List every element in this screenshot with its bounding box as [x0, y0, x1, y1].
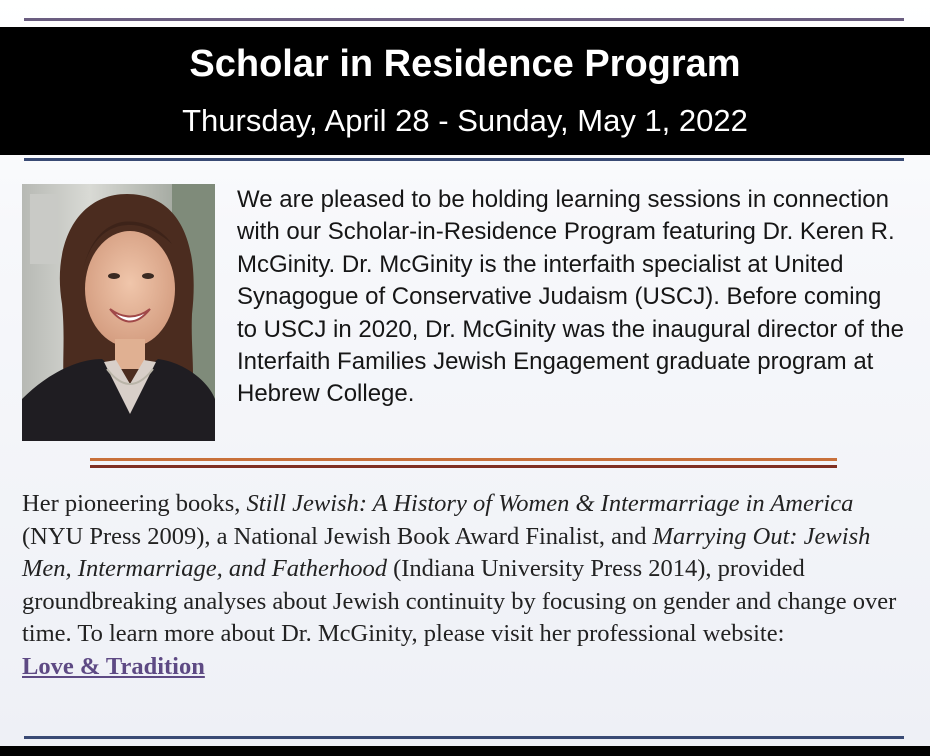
section-divider-bottom	[90, 465, 837, 468]
program-dates: Thursday, April 28 - Sunday, May 1, 2022	[182, 103, 748, 138]
top-divider	[24, 18, 904, 21]
footer-divider	[24, 736, 904, 739]
bio-text-2: (NYU Press 2009), a National Jewish Book Award Finalist, and	[22, 522, 653, 550]
section-divider-top	[90, 458, 837, 461]
bio-text-3: (Indiana University Press 2014), provided groundbreaking analyses about Jewish continuity by focusing on gender and change over time. To learn more about Dr. McGinity, please visit her professional website:	[22, 555, 897, 647]
scholar-portrait	[22, 184, 215, 441]
header-banner	[0, 27, 930, 155]
book-title-marrying-out: Marrying Out: Jewish Men, Intermarriage, and Fatherhood	[22, 522, 871, 582]
portrait-photo-icon	[22, 184, 215, 441]
book-title-still-jewish: Still Jewish: A History of Women & Intermarriage in America	[246, 490, 854, 517]
header-divider	[24, 158, 904, 161]
bio-text-1: Her pioneering books,	[22, 490, 247, 517]
intro-paragraph: We are pleased to be holding learning sessions in connection with our Scholar-in-Residence Program featuring Dr. Keren R. McGinity. Dr. McGinity is the interfaith specialist at United Synagogue of Conservative Judaism (USCJ). Before coming to USCJ in 2020, Dr. McGinity was the inaugural director of the Interfaith Families Jewish Engagement graduate program at Hebrew College.	[237, 186, 904, 408]
bottom-bar	[0, 746, 930, 756]
program-title: Scholar in Residence Program	[189, 43, 741, 85]
bio-paragraph	[22, 488, 917, 683]
love-tradition-link[interactable]: Love & Tradition	[22, 652, 205, 680]
